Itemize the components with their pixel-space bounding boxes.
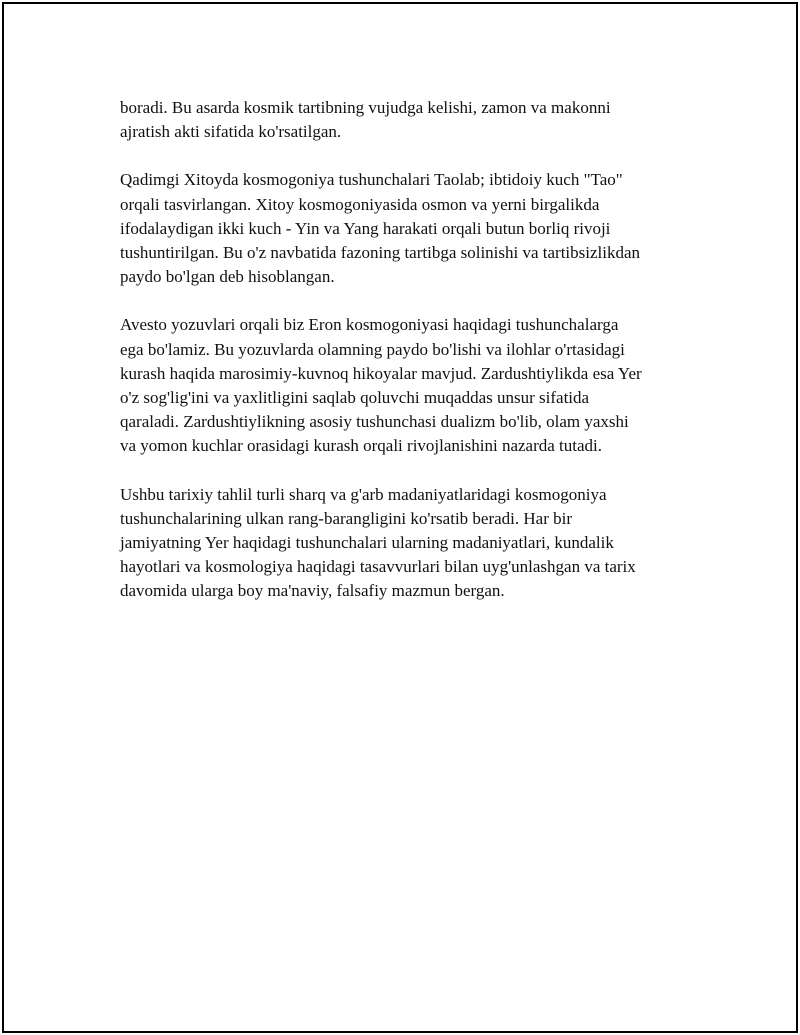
paragraph-4: Ushbu tarixiy tahlil turli sharq va g'arb madaniyatlaridagi kosmogoniya tushunchalarining ulkan rang-barangligini ko'rsatib beradi. Har bir jamiyatning Yer haqidagi tushunchalari ularning madaniyatlari, kundalik hayotlari va kosmologiya haqidagi tasavvurlari bilan uyg'unlashgan va tarix davomida ularga boy ma'naviy, falsafiy mazmun bergan.: [120, 484, 636, 601]
paragraph-3: Avesto yozuvlari orqali biz Eron kosmogoniyasi haqidagi tushunchalarga ega bo'lamiz. Bu yozuvlarda olamning paydo bo'lishi va ilohlar o'rtasidagi kurash haqida marosimiy-kuvnoq hikoyalar mavjud. Zardushtiylikda esa Yer o'z sog'lig'ini va yaxlitligini saqlab qoluvchi muqaddas unsur sifatida qaraladi. Zardushtiylikning asosiy tushunchasi dualizm bo'lib, olam yaxshi va yomon kuchlar orasidagi kurash orqali rivojlanishini nazarda tutadi.: [120, 315, 642, 456]
document-body: [120, 96, 700, 628]
paragraph-2: Qadimgi Xitoyda kosmogoniya tushunchalari Taolab; ibtidoiy kuch "Tao" orqali tasvirlangan. Xitoy kosmogoniyasida osmon va yerni birgalikda ifodalaydigan ikki kuch - Yin va Yang harakati orqali butun borliq rivoji tushuntirilgan. Bu o'z navbatida fazoning tartibga solinishi va tartibsizlikdan paydo bo'lgan deb hisoblangan.: [120, 170, 641, 287]
document-page: [2, 2, 798, 1033]
paragraph-1: boradi. Bu asarda kosmik tartibning vujudga kelishi, zamon va makonni ajratish akti sifatida ko'rsatilgan.: [120, 98, 611, 142]
